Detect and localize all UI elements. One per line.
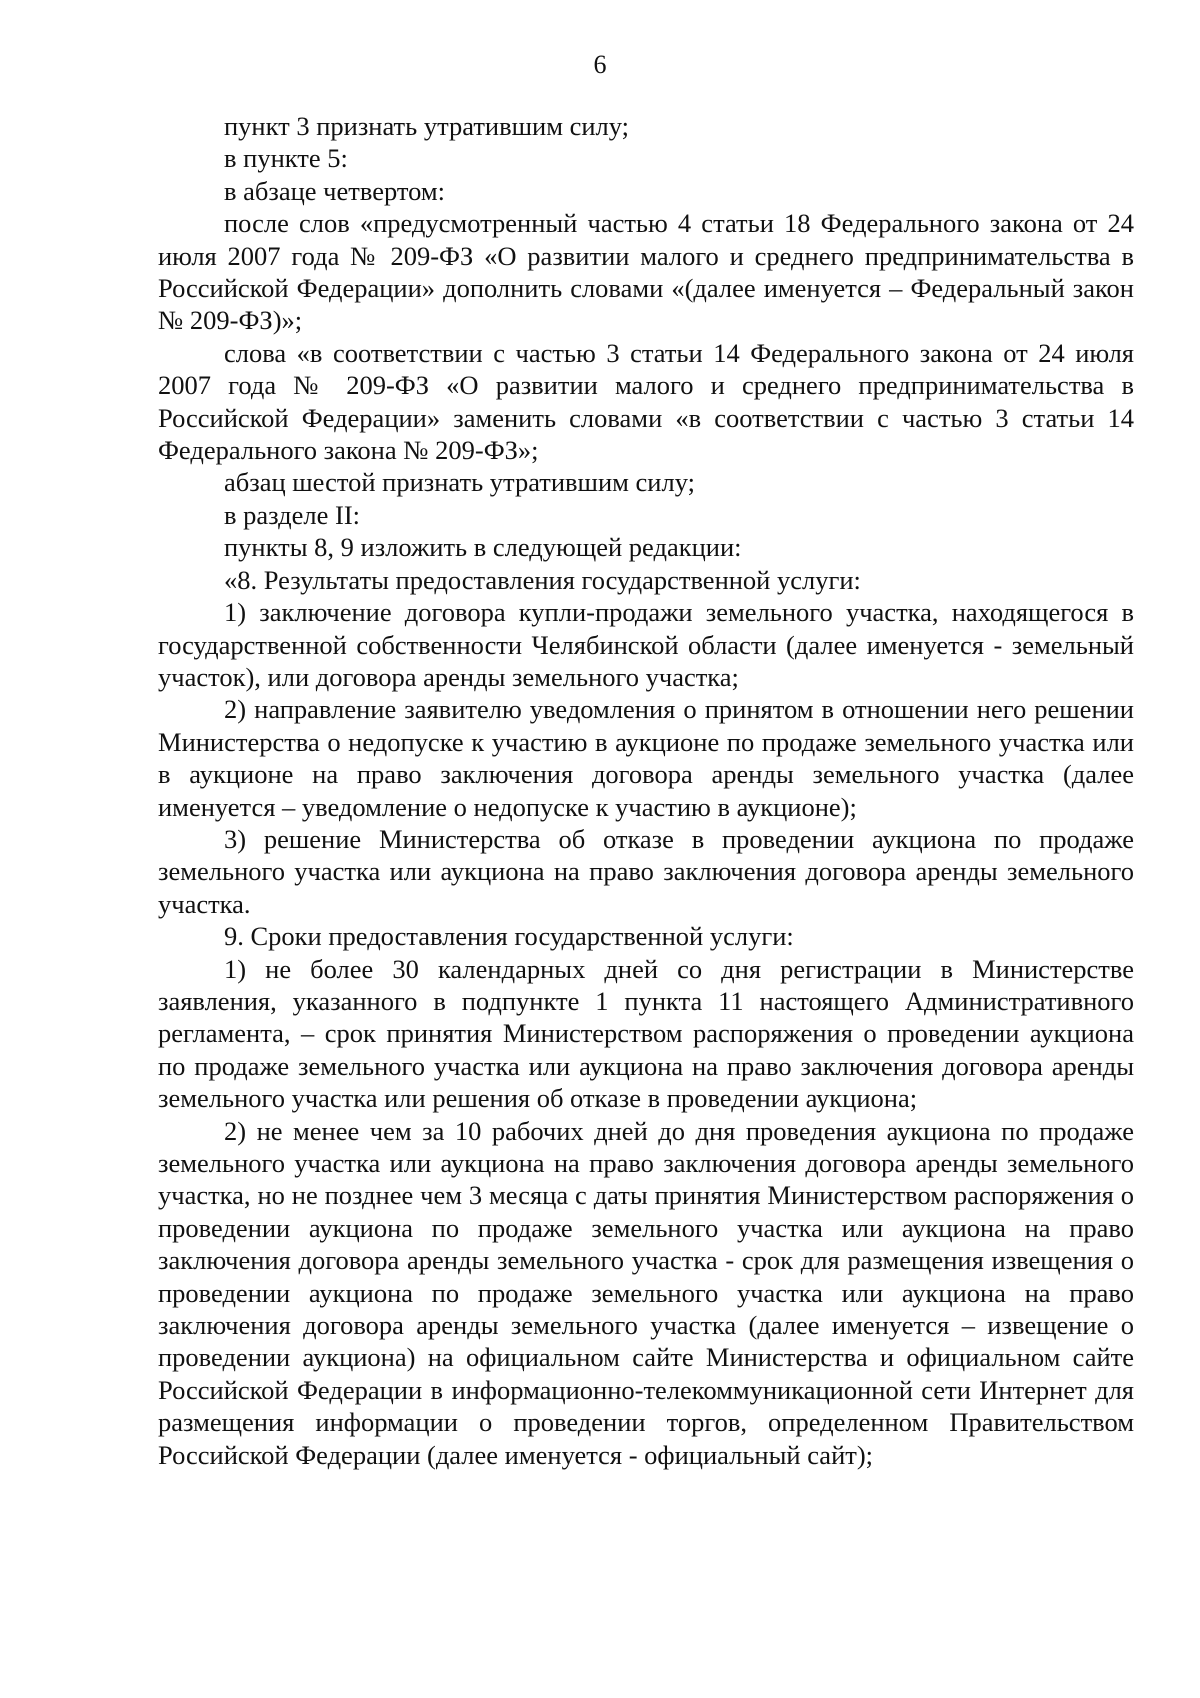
paragraph-item-8-heading: «8. Результаты предоставления государственной услуги: bbox=[224, 564, 861, 595]
paragraph-item-9-heading: 9. Сроки предоставления государственной услуги: bbox=[224, 921, 794, 952]
paragraph-items-8-9: пункты 8, 9 изложить в следующей редакции: bbox=[224, 532, 742, 563]
paragraph-in-item-5: в пункте 5: bbox=[224, 143, 348, 174]
paragraph-item-8-3: 3) решение Министерства об отказе в проведении аукциона по продаже земельного участка или аукциона на право заключения договора аренды земельного участка. bbox=[158, 823, 1134, 919]
paragraph-item-8-1: 1) заключение договора купли-продажи земельного участка, находящегося в государственной собственности Челябинской области (далее именуется - земельный участок), или договора аренды земельного участка; bbox=[158, 597, 1134, 692]
paragraph-item-8-2: 2) направление заявителю уведомления о принятом в отношении него решении Министерства о недопуске к участию в аукционе по продаже земельного участка или в аукционе на право заключения договора аренды земельного участка (далее именуется – уведомление о недопуске к участию в аукционе); bbox=[158, 694, 1134, 822]
paragraph-item-9-2: 2) не менее чем за 10 рабочих дней до дня проведения аукциона по продаже земельного участка или аукциона на право заключения договора аренды земельного участка, но не позднее чем 3 месяца с даты принятия Министерством распоряжения о проведении аукциона по продаже земельного участка или аукциона на право заключения договора аренды земельного участка - срок для размещения извещения о проведении аукциона по продаже земельного участка или аукциона на право заключения договора аренды земельного участка (далее именуется – извещение о проведении аукциона) на официальном сайте Министерства и официальном сайте Российской Федерации в информационно-телекоммуникационной сети Интернет для размещения информации о проведении торгов, определенном Правительством Российской Федерации (далее именуется - официальный сайт); bbox=[158, 1115, 1134, 1470]
paragraph-words-replace: слова «в соответствии с частью 3 статьи 14 Федерального закона от 24 июля 2007 года № 209-ФЗ «О развитии малого и среднего предпринимательства в Российской Федерации» заменить словами «в соответствии с частью 3 статьи 14 Федерального закона № 209-ФЗ»; bbox=[158, 337, 1134, 466]
paragraph-fourth-subparagraph: в абзаце четвертом: bbox=[224, 175, 445, 206]
paragraph-section-2: в разделе II: bbox=[224, 499, 361, 530]
document-body bbox=[158, 110, 1134, 1471]
page-number: 6 bbox=[593, 50, 607, 79]
paragraph-item-9-1: 1) не более 30 календарных дней со дня регистрации в Министерстве заявления, указанного в подпункте 1 пункта 11 настоящего Административного регламента, – срок принятия Министерством распоряжения о проведении аукциона по продаже земельного участка или аукциона на право заключения договора аренды земельного участка или решения об отказе в проведении аукциона; bbox=[158, 953, 1134, 1114]
paragraph-sixth-repeal: абзац шестой признать утратившим силу; bbox=[224, 467, 695, 498]
paragraph-repeal-item-3: пункт 3 признать утратившим силу; bbox=[224, 111, 630, 141]
paragraph-after-words: после слов «предусмотренный частью 4 статьи 18 Федерального закона от 24 июля 2007 года № 209-ФЗ «О развитии малого и среднего предпринимательства в Российской Федерации» дополнить словами «(далее именуется – Федеральный закон № 209-ФЗ)»; bbox=[158, 208, 1134, 336]
